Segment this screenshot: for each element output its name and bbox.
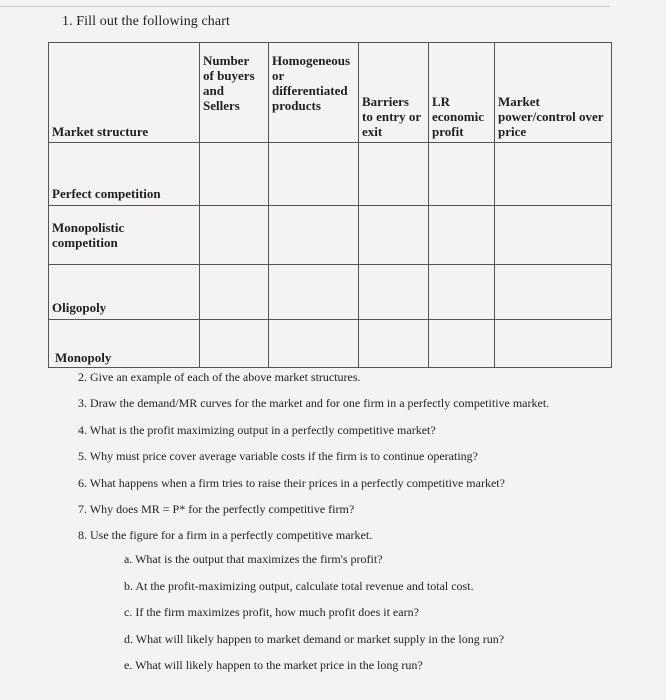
question-list xyxy=(78,364,549,549)
question-3: 3. Draw the demand/MR curves for the market and for one firm in a perfectly competitive market. xyxy=(78,396,550,411)
market-structure-chart xyxy=(48,42,612,368)
header-homogeneous: Homogeneous or differentiated products xyxy=(269,43,359,143)
row-label-monopoly: Monopoly xyxy=(49,320,200,368)
header-barriers: Barriers to entry or exit xyxy=(359,43,429,143)
answer-cell[interactable] xyxy=(359,265,429,320)
answer-cell[interactable] xyxy=(429,143,495,206)
row-label-oligopoly: Oligopoly xyxy=(49,265,200,320)
chart-header-row xyxy=(49,43,612,143)
table-row xyxy=(49,265,612,320)
answer-cell[interactable] xyxy=(359,320,429,368)
page-top-rule xyxy=(0,6,610,7)
answer-cell[interactable] xyxy=(495,320,612,368)
answer-cell[interactable] xyxy=(200,143,269,206)
header-market-structure: Market structure xyxy=(49,43,200,143)
header-market-power: Market power/control over price xyxy=(495,43,612,143)
subquestion-d: d. What will likely happen to market demand or market supply in the long run? xyxy=(124,631,505,646)
answer-cell[interactable] xyxy=(269,265,359,320)
answer-cell[interactable] xyxy=(269,143,359,206)
answer-cell[interactable] xyxy=(429,320,495,368)
answer-cell[interactable] xyxy=(269,206,359,265)
answer-cell[interactable] xyxy=(495,206,612,265)
subquestion-b: b. At the profit-maximizing output, calculate total revenue and total cost. xyxy=(124,578,474,593)
subquestion-e: e. What will likely happen to the market price in the long run? xyxy=(124,658,423,673)
question-1-title: 1. Fill out the following chart xyxy=(62,14,230,29)
table-row xyxy=(49,320,612,368)
question-7: 7. Why does MR = P* for the perfectly competitive firm? xyxy=(78,502,355,517)
answer-cell[interactable] xyxy=(359,143,429,206)
question-5: 5. Why must price cover average variable costs if the firm is to continue operating? xyxy=(78,449,478,464)
subquestion-c: c. If the firm maximizes profit, how much profit does it earn? xyxy=(124,605,419,620)
question-2: 2. Give an example of each of the above market structures. xyxy=(78,370,361,384)
answer-cell[interactable] xyxy=(200,265,269,320)
header-lr-profit: LR economic profit xyxy=(429,43,495,143)
header-number-of-buyers: Number of buyers and Sellers xyxy=(200,43,269,143)
question-6: 6. What happens when a firm tries to raise their prices in a perfectly competitive market? xyxy=(78,475,505,490)
answer-cell[interactable] xyxy=(359,206,429,265)
question-8: 8. Use the figure for a firm in a perfectly competitive market. xyxy=(78,528,373,543)
table-row xyxy=(49,143,612,206)
answer-cell[interactable] xyxy=(495,143,612,206)
row-label-monopolistic-competition: Monopolistic competition xyxy=(49,206,200,265)
row-label-perfect-competition: Perfect competition xyxy=(49,143,200,206)
table-row xyxy=(49,206,612,265)
subquestion-list xyxy=(124,546,504,679)
answer-cell[interactable] xyxy=(200,206,269,265)
answer-cell[interactable] xyxy=(429,206,495,265)
question-4: 4. What is the profit maximizing output in a perfectly competitive market? xyxy=(78,422,436,437)
subquestion-a: a. What is the output that maximizes the firm's profit? xyxy=(124,552,383,566)
answer-cell[interactable] xyxy=(429,265,495,320)
answer-cell[interactable] xyxy=(495,265,612,320)
answer-cell[interactable] xyxy=(200,320,269,368)
answer-cell[interactable] xyxy=(269,320,359,368)
